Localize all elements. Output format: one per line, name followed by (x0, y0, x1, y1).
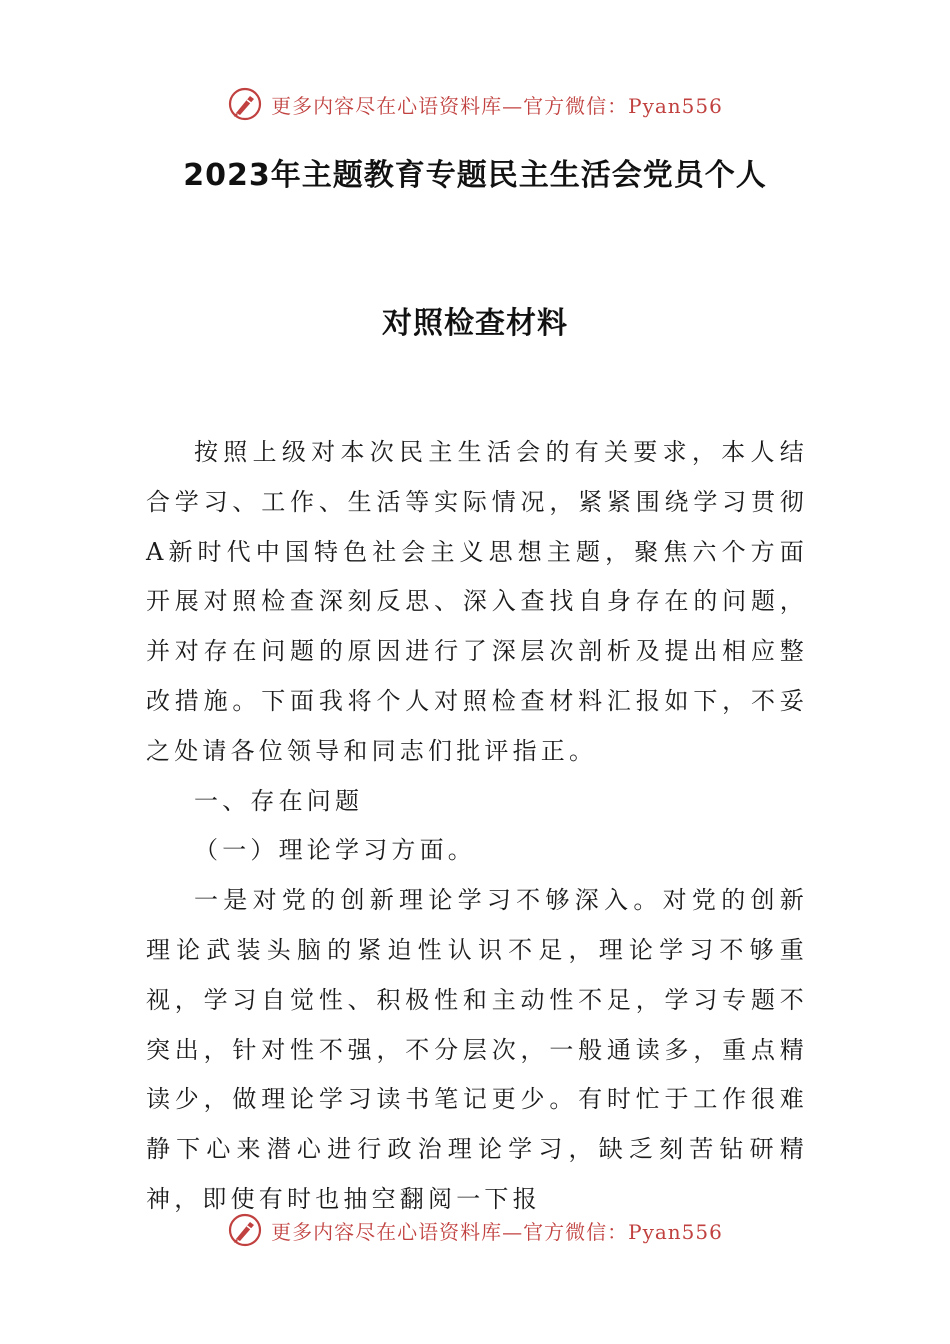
document-title-line-1: 2023年主题教育专题民主生活会党员个人 (183, 158, 767, 193)
document-title-line-2: 对照检查材料 (382, 306, 568, 341)
body-paragraph: 一是对党的创新理论学习不够深入。对党的创新理论武装头脑的紧迫性认识不足，理论学习不够重视，学习自觉性、积极性和主动性不足，学习专题不突出，针对性不强，不分层次，一般通读多，重点精读少，做理论学习读书笔记更少。有时忙于工作很难静下心来潜心进行政治理论学习，缺乏刻苦钻研精神，即使有时也抽空翻阅一下报 (146, 886, 808, 1213)
subsection-heading: （一）理论学习方面。 (194, 836, 476, 865)
watermark-header (0, 84, 950, 124)
watermark-text: 更多内容尽在心语资料库—官方微信：Pyan556 (271, 1219, 723, 1244)
watermark-text: 更多内容尽在心语资料库—官方微信：Pyan556 (271, 93, 723, 118)
watermark-footer (0, 1210, 950, 1250)
intro-paragraph: 按照上级对本次民主生活会的有关要求，本人结合学习、工作、生活等实际情况，紧紧围绕学习贯彻A新时代中国特色社会主义思想主题，聚焦六个方面开展对照检查深刻反思、深入查找自身存在的问题，并对存在问题的原因进行了深层次剖析及提出相应整改措施。下面我将个人对照检查材料汇报如下，不妥之处请各位领导和同志们批评指正。 (146, 438, 808, 765)
document-body (146, 428, 808, 1213)
pen-logo-icon (227, 1212, 263, 1248)
section-heading: 一、存在问题 (194, 786, 364, 815)
pen-logo-icon (227, 86, 263, 122)
